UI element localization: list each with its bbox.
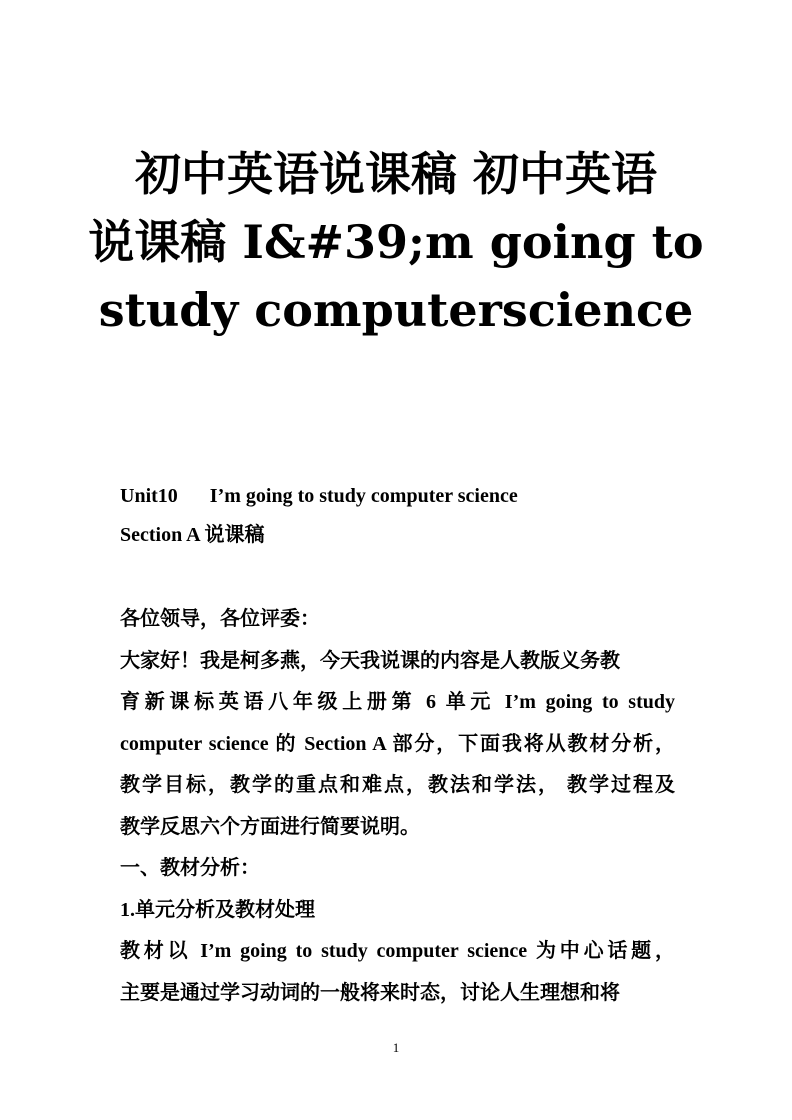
document-title bbox=[60, 140, 732, 344]
paragraph-line: 教材以 I’m going to study computer science 为中心话题， bbox=[120, 940, 675, 962]
title-line: 说课稿 I&#39;m going to bbox=[88, 215, 704, 269]
section-label: Section A 说课稿 bbox=[120, 524, 265, 546]
title-line: 初中英语说课稿 初中英语 bbox=[134, 147, 657, 201]
paragraph-line: 教学目标，教学的重点和难点，教法和学法， 教学过程及 bbox=[120, 774, 675, 796]
paragraph-line: 大家好！我是柯多燕，今天我说课的内容是人教版义务教 bbox=[120, 650, 620, 672]
section-heading: 一、教材分析： bbox=[120, 857, 260, 879]
title-line: study computerscience bbox=[98, 283, 694, 337]
subsection-heading: 1.单元分析及教材处理 bbox=[120, 899, 315, 921]
unit-heading bbox=[120, 484, 518, 508]
paragraph-line: 教学反思六个方面进行简要说明。 bbox=[120, 816, 420, 838]
paragraph-line: 育新课标英语八年级上册第 6 单元 I’m going to study bbox=[120, 691, 675, 713]
unit-label: Unit10 bbox=[120, 485, 178, 507]
unit-title: I’m going to study computer science bbox=[209, 485, 518, 507]
paragraph-line: computer science 的 Section A 部分，下面我将从教材分析， bbox=[120, 733, 675, 755]
greeting: 各位领导，各位评委： bbox=[120, 608, 320, 630]
paragraph-line: 主要是通过学习动词的一般将来时态，讨论人生理想和将 bbox=[120, 982, 620, 1004]
page-number: 1 bbox=[392, 1040, 400, 1055]
